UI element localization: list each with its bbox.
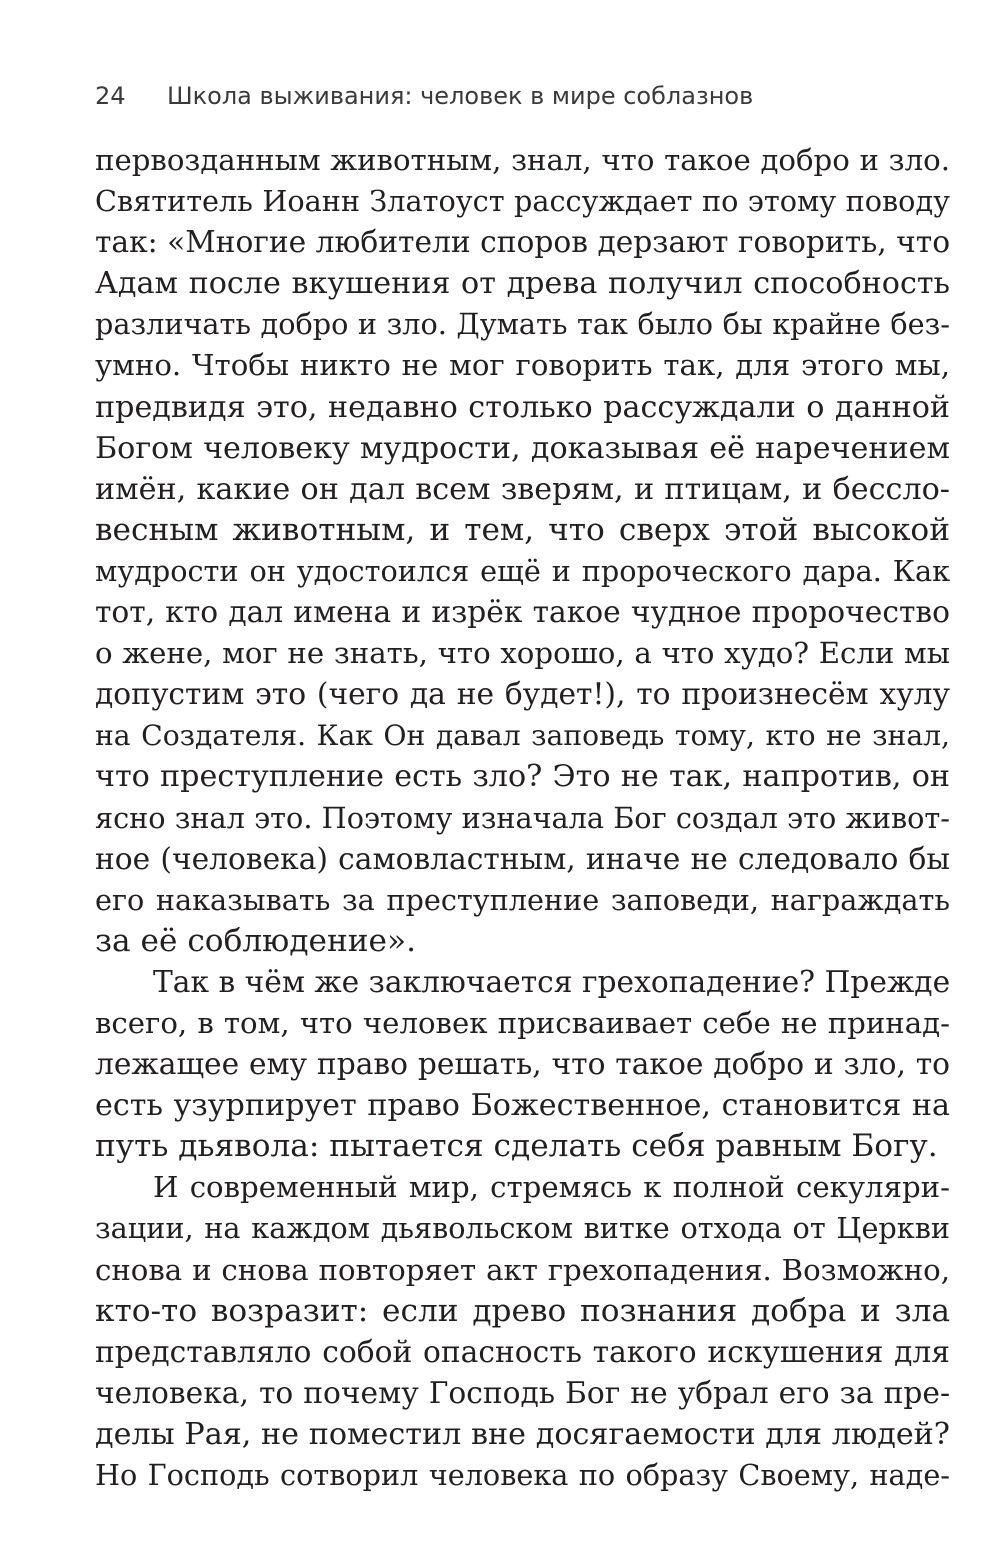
page-number: 24 [95,82,126,110]
running-title: Школа выживания: человек в мире соблазнов [167,82,754,110]
text-line: его наказывать за преступление заповеди, награждать [95,882,950,917]
text-line: мудрости он удостоился ещё и пророческого дара. Как [95,553,950,588]
text-line: Святитель Иоанн Златоуст рассуждает по этому поводу [95,184,950,219]
text-line: Но Господь сотворил человека по образу Своему, наде- [95,1458,950,1492]
body-text [95,140,950,1496]
text-line: Так в чём же заключается грехопадение? Прежде [153,964,951,1000]
text-line: что преступление есть зло? Это не так, напротив, он [95,759,950,795]
text-line: о жене, мог не знать, что хорошо, а что худо? Если мы [95,636,950,671]
text-line: кто-то возразит: если древо познания добра и зла [95,1292,950,1329]
text-line: человека, то почему Господь Бог не убрал его за пре- [95,1375,950,1411]
text-line: делы Рая, не поместил вне досягаемости для людей? [95,1416,950,1452]
text-line: лежащее ему право решать, что такое добро и зло, то [95,1047,950,1083]
text-line: умно. Чтобы никто не мог говорить так, для этого мы, [95,348,950,383]
text-line: И современный мир, стремясь к полной секуляри- [153,1170,950,1205]
text-line: за её соблюдение». [95,922,417,959]
text-line: имён, какие он дал всем зверям, и птицам, и бессло- [95,471,950,507]
text-line: ясно знал это. Поэтому изначала Бог создал это живот- [95,800,950,835]
text-line: снова и снова повторяет акт грехопадения. Возможно, [95,1252,950,1287]
text-line: допустим это (чего да не будет!), то произнесём хулу [95,677,950,713]
text-line: всего, в том, что человек присваивает себе не принад- [95,1005,950,1040]
text-line: тот, кто дал имена и изрёк такое чудное пророчество [95,595,950,631]
text-line: Адам после вкушения от древа получил способность [95,266,950,302]
text-line: Богом человеку мудрости, доказывая её наречением [95,430,950,466]
text-line: путь дьявола: пытается сделать себя равным Богу. [95,1128,938,1165]
text-line: так: «Многие любители споров дерзают говорить, что [95,225,951,261]
text-line: различать добро и зло. Думать так было бы крайне без- [95,307,950,342]
text-line: весным животным, и тем, что сверх этой высокой [95,511,950,548]
text-line: первозданным животным, знал, что такое добро и зло. [95,143,950,177]
text-line: есть узурпирует право Божественное, становится на [95,1088,950,1124]
text-line: представляло собой опасность такого искушения для [95,1334,950,1370]
text-line: на Создателя. Как Он давал заповедь тому, кто не знал, [95,719,950,753]
text-line: ное (человека) самовластным, иначе не следовало бы [95,841,950,877]
running-header [95,82,753,110]
text-line: зации, на каждом дьявольском витке отхода от Церкви [95,1211,950,1246]
text-line: предвидя это, недавно столько рассуждали о данной [95,389,950,425]
